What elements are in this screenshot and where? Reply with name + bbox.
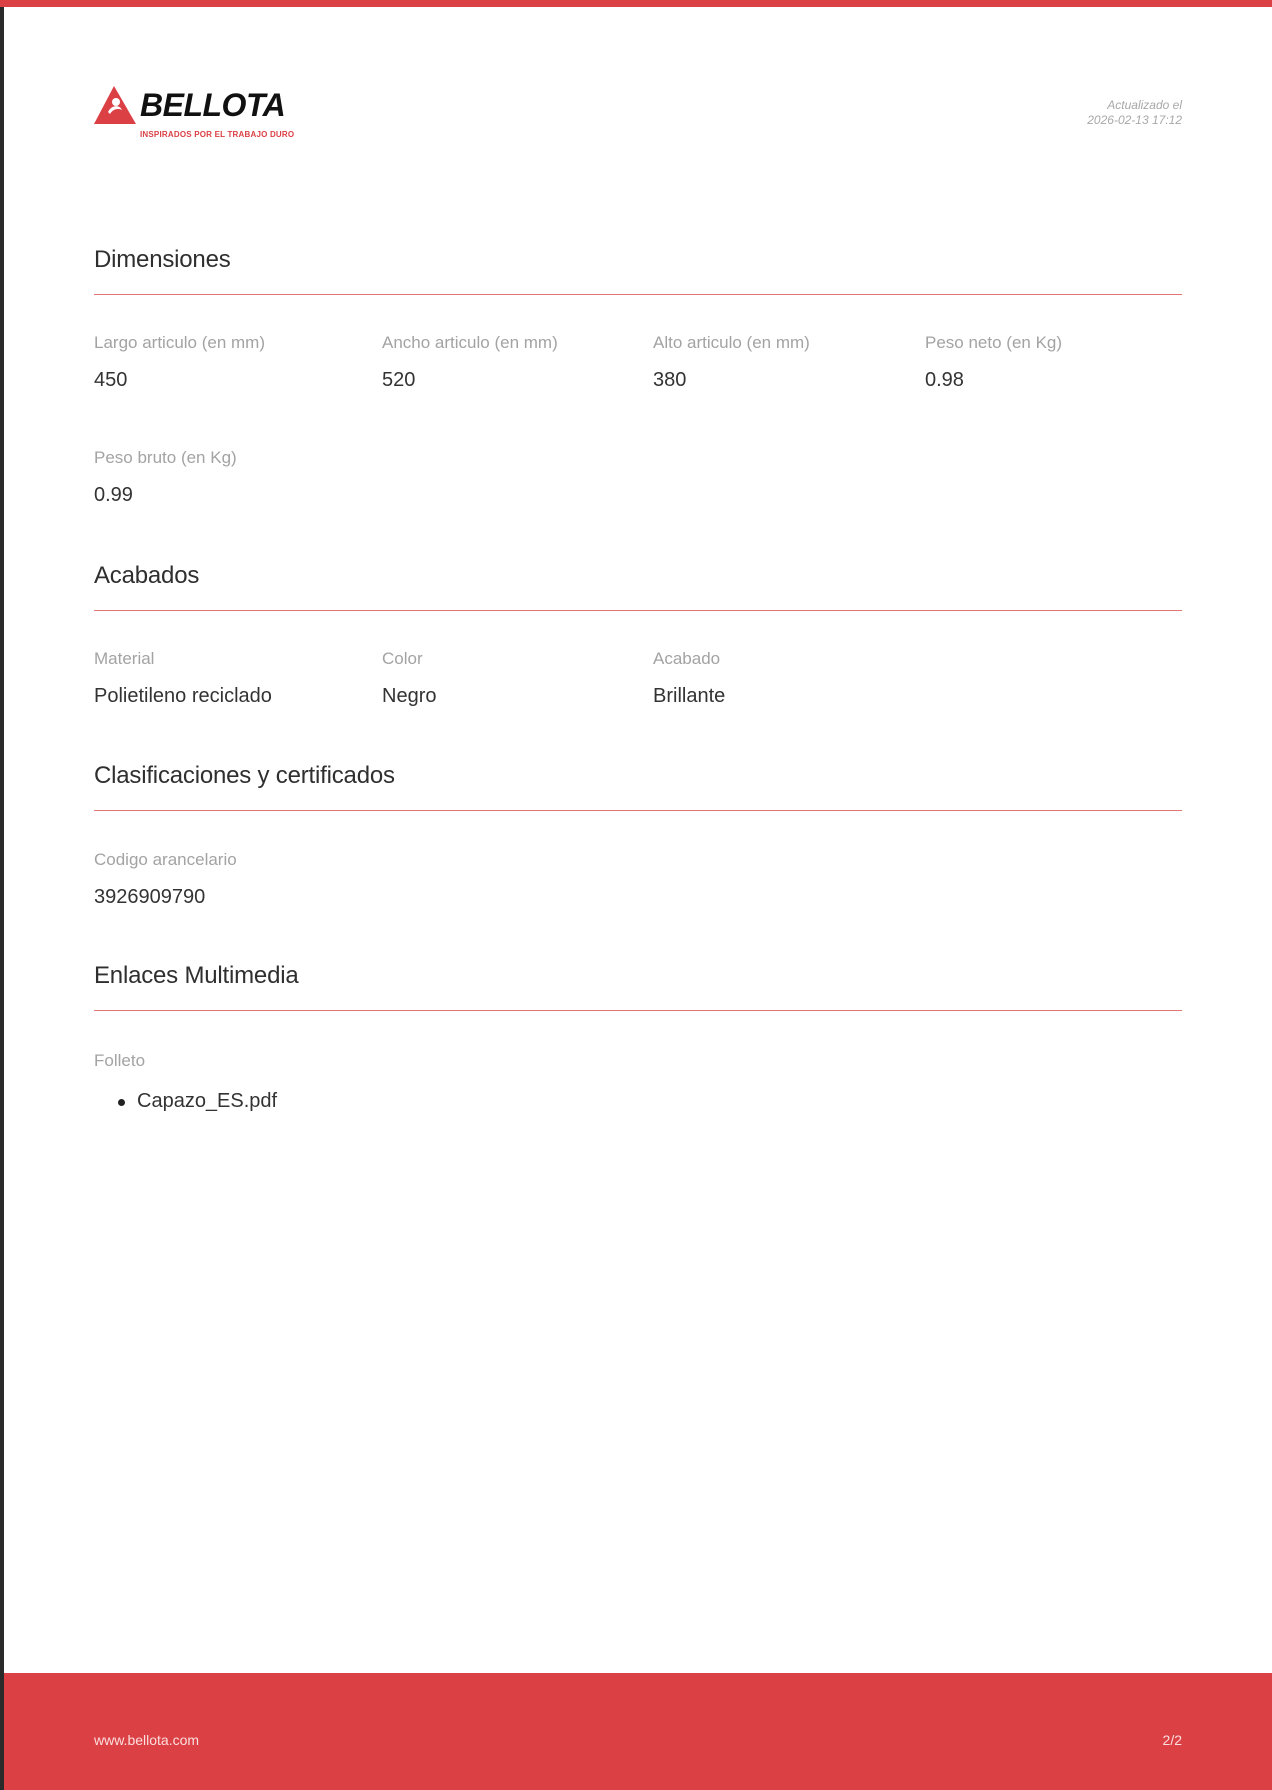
field-value: 380 bbox=[653, 369, 687, 391]
field-label: Largo articulo (en mm) bbox=[94, 333, 266, 352]
field-largo bbox=[94, 333, 265, 392]
field-peso-neto bbox=[925, 333, 1062, 392]
field-label: Peso neto (en Kg) bbox=[925, 333, 1063, 352]
section-title-dimensiones: Dimensiones bbox=[94, 246, 231, 273]
field-label: Material bbox=[94, 649, 155, 668]
updated-datetime: 2026-02-13 17:12 bbox=[1087, 113, 1182, 127]
field-material bbox=[94, 649, 272, 708]
field-alto bbox=[653, 333, 810, 392]
field-value: 450 bbox=[94, 369, 128, 391]
file-list bbox=[118, 1090, 277, 1113]
section-divider bbox=[94, 1010, 1182, 1011]
field-peso-bruto bbox=[94, 448, 237, 507]
field-value: 3926909790 bbox=[94, 886, 206, 908]
field-value: Polietileno reciclado bbox=[94, 685, 272, 707]
updated-label: Actualizado el bbox=[1107, 98, 1182, 112]
field-label: Folleto bbox=[94, 1051, 146, 1070]
field-label: Color bbox=[382, 649, 423, 668]
footer-bar bbox=[4, 1673, 1272, 1790]
field-value: Brillante bbox=[653, 685, 726, 707]
footer-website-link[interactable]: www.bellota.com bbox=[94, 1732, 200, 1748]
page-number: 2/2 bbox=[1162, 1732, 1182, 1748]
field-value: 520 bbox=[382, 369, 416, 391]
field-label: Alto articulo (en mm) bbox=[653, 333, 810, 352]
page-edge bbox=[0, 0, 4, 1790]
bellota-logo-icon bbox=[94, 86, 136, 124]
field-label: Peso bruto (en Kg) bbox=[94, 448, 237, 467]
field-folleto bbox=[94, 1051, 145, 1071]
brand-name: BELLOTA bbox=[140, 87, 286, 123]
field-codigo-arancelario bbox=[94, 850, 237, 909]
field-color bbox=[382, 649, 436, 708]
brand-tagline: INSPIRADOS POR EL TRABAJO DURO bbox=[140, 130, 295, 139]
section-divider bbox=[94, 610, 1182, 611]
section-title-multimedia: Enlaces Multimedia bbox=[94, 962, 299, 989]
section-divider bbox=[94, 810, 1182, 811]
updated-stamp bbox=[1087, 98, 1182, 128]
section-title-acabados: Acabados bbox=[94, 562, 200, 589]
field-label: Codigo arancelario bbox=[94, 850, 237, 869]
file-link[interactable]: Capazo_ES.pdf bbox=[137, 1090, 278, 1112]
field-value: 0.99 bbox=[94, 484, 133, 506]
bullet-icon bbox=[118, 1099, 125, 1106]
field-ancho bbox=[382, 333, 558, 392]
field-label: Ancho articulo (en mm) bbox=[382, 333, 558, 352]
bellota-logo bbox=[94, 86, 295, 142]
field-acabado bbox=[653, 649, 725, 708]
section-divider bbox=[94, 294, 1182, 295]
file-link-item[interactable] bbox=[118, 1090, 277, 1113]
section-title-clasificaciones: Clasificaciones y certificados bbox=[94, 762, 395, 789]
top-accent-bar bbox=[0, 0, 1272, 7]
field-value: Negro bbox=[382, 685, 437, 707]
field-value: 0.98 bbox=[925, 369, 964, 391]
field-label: Acabado bbox=[653, 649, 721, 668]
